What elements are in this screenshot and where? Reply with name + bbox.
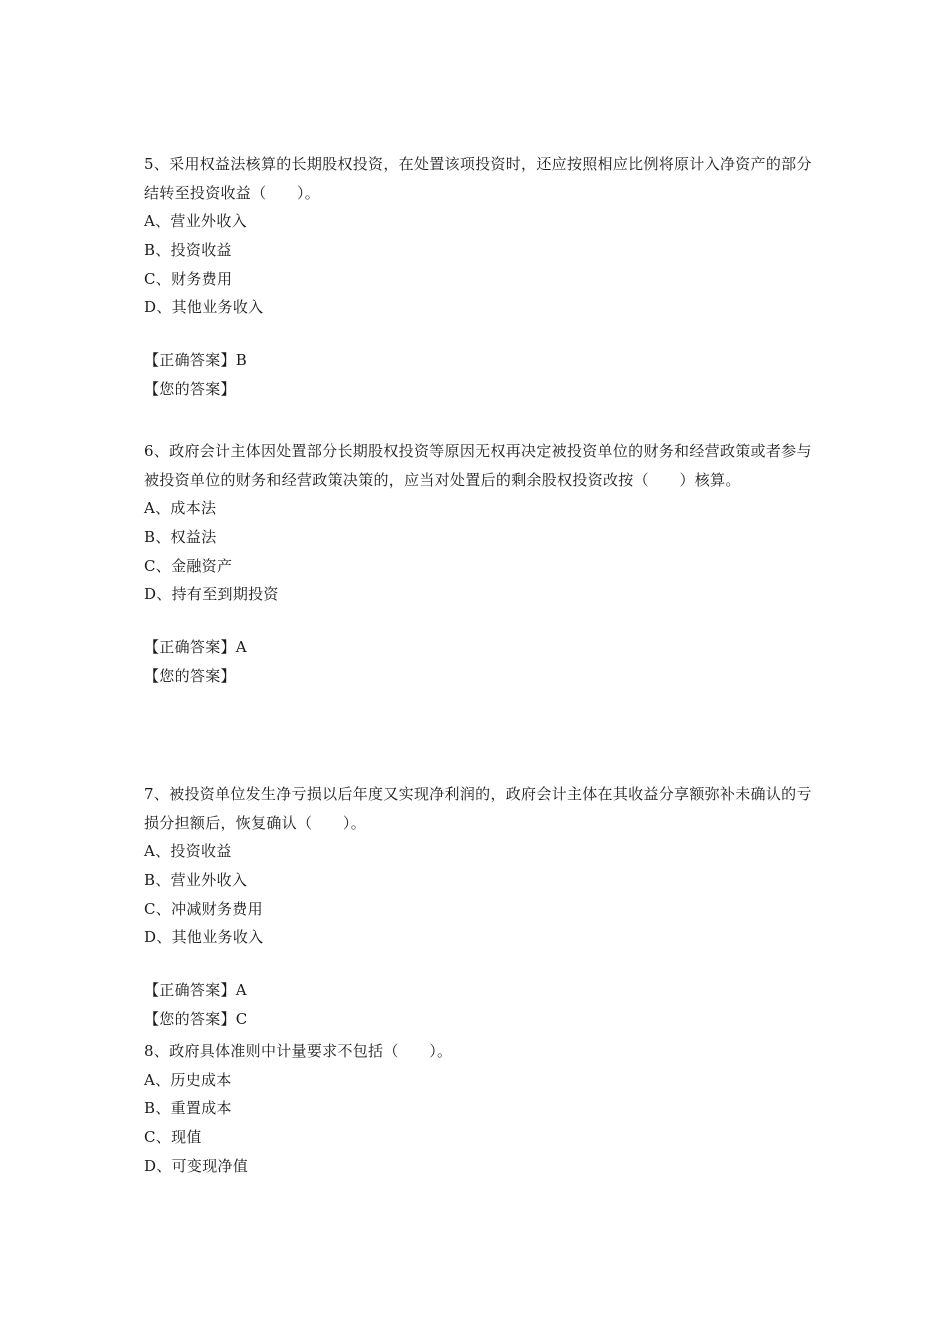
option-b: B、权益法 <box>144 527 217 546</box>
option-d: D、其他业务收入 <box>144 298 264 317</box>
option-c: C、财务费用 <box>144 269 233 288</box>
question-text: 7、被投资单位发生净亏损以后年度又实现净利润的，政府会计主体在其收益分享额弥补未确认的亏损分担额后，恢复确认（ ）。 <box>144 785 812 832</box>
answer-block <box>144 346 812 403</box>
your-answer: 【您的答案】 <box>144 379 236 398</box>
option-b: B、重置成本 <box>144 1099 232 1118</box>
question-6 <box>144 437 812 690</box>
question-5 <box>144 150 812 403</box>
question-8 <box>144 1037 452 1181</box>
option-a: A、历史成本 <box>144 1070 232 1089</box>
question-text: 6、政府会计主体因处置部分长期股权投资等原因无权再决定被投资单位的财务和经营政策或者参与被投资单位的财务和经营政策决策的，应当对处置后的剩余股权投资改按（ ）核算。 <box>144 442 812 489</box>
option-d: D、可变现净值 <box>144 1156 249 1175</box>
option-c: C、冲减财务费用 <box>144 899 263 918</box>
correct-answer: 【正确答案】A <box>144 981 247 1000</box>
option-c: C、金融资产 <box>144 556 233 575</box>
option-a: A、投资收益 <box>144 842 232 860</box>
answer-block <box>144 633 812 690</box>
option-b: B、营业外收入 <box>144 870 248 889</box>
question-text: 5、采用权益法核算的长期股权投资，在处置该项投资时，还应按照相应比例将原计入净资产的部分结转至投资收益（ ）。 <box>144 155 812 202</box>
option-a: A、营业外收入 <box>144 212 247 230</box>
option-a: A、成本法 <box>144 499 217 517</box>
correct-answer: 【正确答案】B <box>144 351 248 370</box>
option-d: D、其他业务收入 <box>144 928 264 947</box>
your-answer: 【您的答案】C <box>144 1009 248 1028</box>
question-text: 8、政府具体准则中计量要求不包括（ ）。 <box>144 1042 453 1060</box>
correct-answer: 【正确答案】A <box>144 638 247 657</box>
option-c: C、现值 <box>144 1128 202 1147</box>
option-d: D、持有至到期投资 <box>144 585 279 604</box>
your-answer: 【您的答案】 <box>144 666 236 685</box>
answer-block <box>144 976 812 1033</box>
option-b: B、投资收益 <box>144 240 232 259</box>
question-7 <box>144 780 812 1033</box>
